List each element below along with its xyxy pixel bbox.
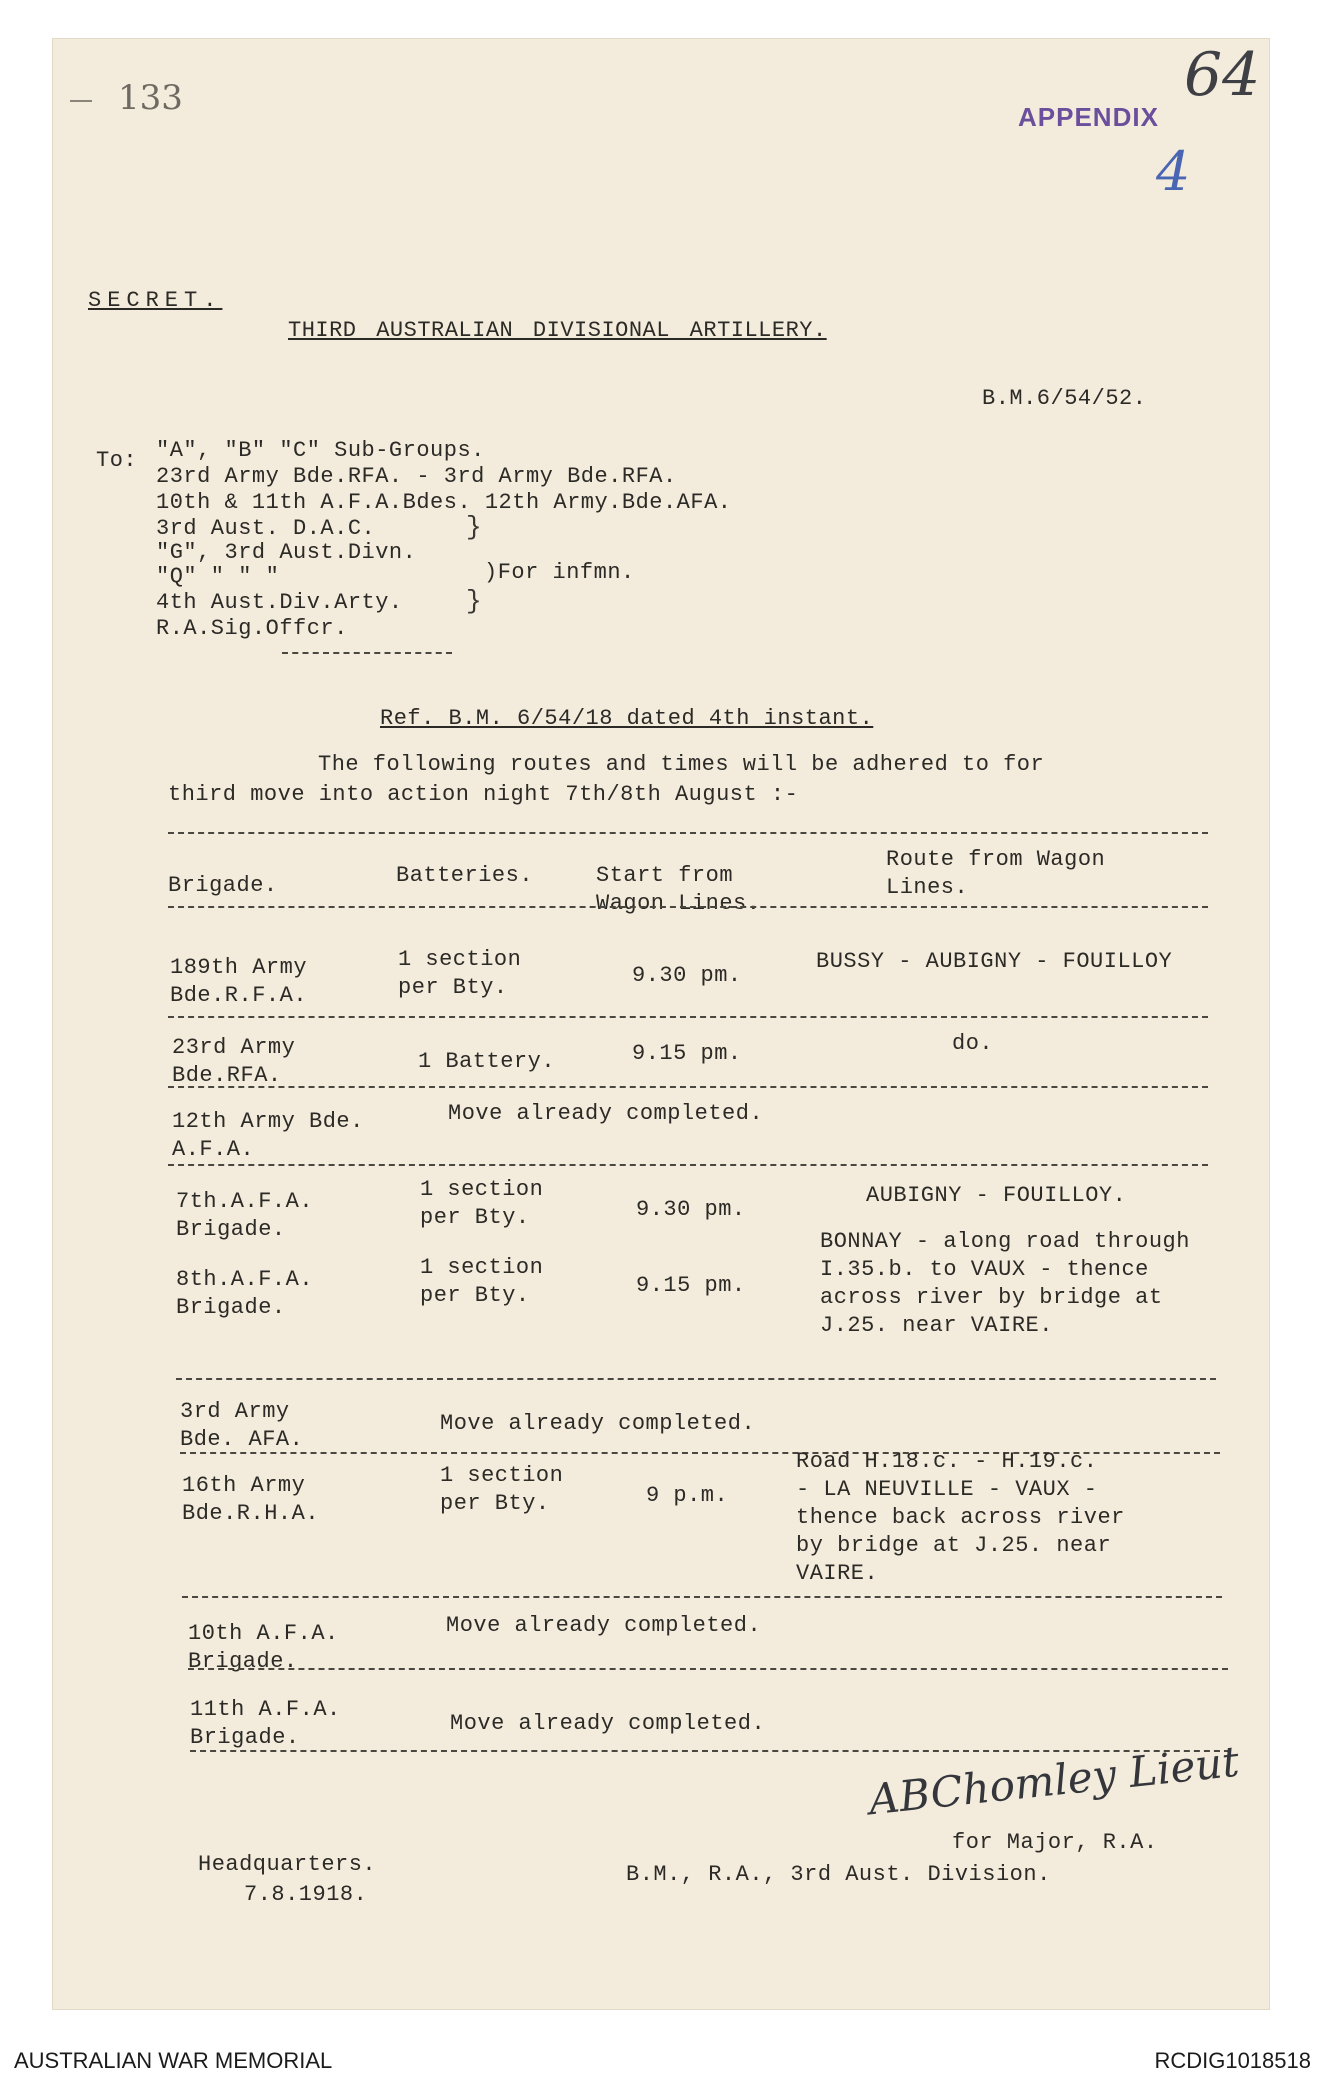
row-start: 9.15 pm. [632, 1041, 742, 1066]
table-rule [168, 906, 1208, 908]
row-route: Road H.18.c. - H.19.c. - LA NEUVILLE - VAUX - thence back across river by bridge at J.25. near VAIRE. [796, 1449, 1125, 1586]
row-batteries: 1 section per Bty. [420, 1255, 544, 1308]
row-brigade: 11th A.F.A. Brigade. [190, 1697, 341, 1750]
distribution-line: 23rd Army Bde.RFA. - 3rd Army Bde.RFA. [156, 464, 677, 489]
distribution-line: R.A.Sig.Offcr. [156, 616, 348, 641]
row-batteries: 1 Battery. [418, 1049, 556, 1074]
distribution-line: "A", "B" "C" Sub-Groups. [156, 438, 485, 463]
handwritten-page-number: 64 [1184, 40, 1261, 110]
table-rule [168, 1086, 1208, 1088]
header-batteries: Batteries. [396, 863, 534, 888]
header-brigade: Brigade. [168, 873, 278, 898]
distribution-line: "Q" " " " [156, 564, 280, 589]
reference-number: B.M.6/54/52. [982, 386, 1147, 411]
row-route: BUSSY - AUBIGNY - FOUILLOY [816, 949, 1173, 974]
header-start: Start from Wagon Lines. [596, 863, 761, 916]
classification-heading: SECRET. [88, 288, 223, 313]
row-route: do. [952, 1031, 994, 1056]
row-route: BONNAY - along road through I.35.b. to VAUX - thence across river by bridge at J.25. near VAIRE. [820, 1229, 1190, 1338]
table-rule [188, 1668, 1228, 1670]
row-batteries: Move already completed. [450, 1711, 766, 1736]
document-title: THIRD AUSTRALIAN DIVISIONAL ARTILLERY. [288, 318, 827, 343]
intro-line: The following routes and times will be adhered to for [318, 752, 1045, 777]
table-rule [168, 832, 1208, 834]
to-label: To: [96, 448, 138, 473]
row-batteries: 1 section per Bty. [398, 947, 522, 1000]
row-brigade: 189th Army Bde.R.F.A. [170, 955, 308, 1008]
row-brigade: 7th.A.F.A. Brigade. [176, 1189, 314, 1242]
row-start: 9.30 pm. [632, 963, 742, 988]
brace-mark: } [466, 512, 482, 542]
headquarters-label: Headquarters. [198, 1852, 377, 1877]
signature-title: B.M., R.A., 3rd Aust. Division. [626, 1862, 1051, 1887]
headquarters-date: 7.8.1918. [244, 1882, 368, 1907]
distribution-line: 10th & 11th A.F.A.Bdes. 12th Army.Bde.AFA. [156, 490, 732, 515]
row-brigade: 12th Army Bde. A.F.A. [172, 1109, 364, 1162]
row-batteries: Move already completed. [440, 1411, 756, 1436]
folio-number: 133 [118, 78, 183, 118]
folio-tick-mark [70, 100, 92, 102]
for-information-note: )For infmn. [484, 560, 635, 585]
table-rule [168, 1164, 1208, 1166]
row-start: 9 p.m. [646, 1483, 729, 1508]
row-batteries: 1 section per Bty. [420, 1177, 544, 1230]
row-start: 9.30 pm. [636, 1197, 746, 1222]
distribution-line: "G", 3rd Aust.Divn. [156, 540, 417, 565]
row-brigade: 10th A.F.A. Brigade. [188, 1621, 339, 1674]
appendix-stamp: APPENDIX [1018, 102, 1159, 132]
distribution-line: 4th Aust.Div.Arty. [156, 590, 403, 615]
row-brigade: 16th Army Bde.R.H.A. [182, 1473, 320, 1526]
row-start: 9.15 pm. [636, 1273, 746, 1298]
table-rule [176, 1378, 1216, 1380]
table-rule [190, 1750, 1230, 1752]
intro-line: third move into action night 7th/8th August :- [168, 782, 799, 807]
distribution-line: 3rd Aust. D.A.C. [156, 516, 376, 541]
distribution-rule [282, 652, 452, 654]
row-brigade: 23rd Army Bde.RFA. [172, 1035, 296, 1088]
footer-record-id: RCDIG1018518 [1154, 2048, 1311, 2073]
row-batteries: Move already completed. [448, 1101, 764, 1126]
table-rule [182, 1596, 1222, 1598]
row-route: AUBIGNY - FOUILLOY. [866, 1183, 1127, 1208]
header-route: Route from Wagon Lines. [886, 847, 1106, 900]
signature-for: for Major, R.A. [952, 1830, 1158, 1855]
row-brigade: 8th.A.F.A. Brigade. [176, 1267, 314, 1320]
row-batteries: Move already completed. [446, 1613, 762, 1638]
footer-archive-name: AUSTRALIAN WAR MEMORIAL [14, 2048, 333, 2073]
handwritten-appendix-number: 4 [1156, 140, 1191, 203]
table-rule [168, 1016, 1208, 1018]
reference-line: Ref. B.M. 6/54/18 dated 4th instant. [380, 706, 874, 731]
brace-mark: } [466, 586, 482, 616]
row-brigade: 3rd Army Bde. AFA. [180, 1399, 304, 1452]
row-batteries: 1 section per Bty. [440, 1463, 564, 1516]
handwritten-signature: ABChomley Lieut [866, 1736, 1242, 1825]
